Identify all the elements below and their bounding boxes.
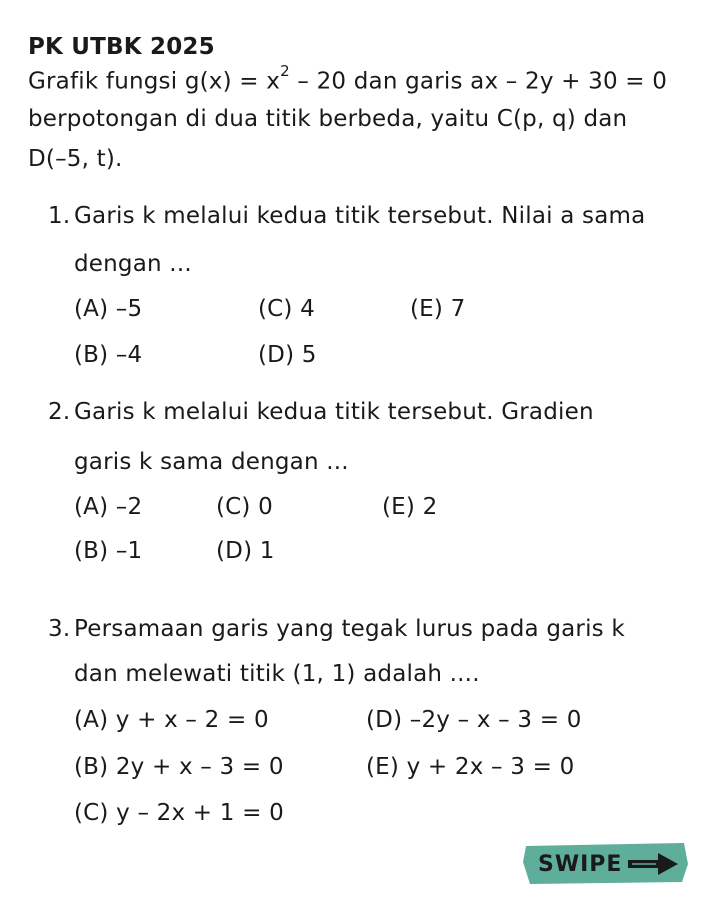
intro-line-3: D(–5, t). [28,146,123,172]
question-3-line-1: Persamaan garis yang tegak lurus pada garis k [74,616,625,642]
question-1-option-d: (D) 5 [258,342,317,368]
question-1-option-e: (E) 7 [410,296,466,322]
swipe-badge-shape [520,840,692,886]
question-3-option-d: (D) –2y – x – 3 = 0 [366,707,582,733]
intro-line-1: Grafik fungsi $g(x) = x^2 - 20$ dan garis ax – 2y + 30 = 0 [28,62,668,95]
intro-line-2: berpotongan di dua titik berbeda, yaitu C(p, q) dan [28,106,628,132]
question-3-option-e: (E) y + 2x – 3 = 0 [366,754,575,780]
question-3-number: 3. [48,616,71,642]
swipe-label: SWIPE [538,852,623,877]
question-2-option-d: (D) 1 [216,538,275,564]
question-3-option-c: (C) y – 2x + 1 = 0 [74,800,284,826]
question-1-option-a: (A) –5 [74,296,143,322]
question-2-line-1: Garis k melalui kedua titik tersebut. Gradien [74,399,594,425]
question-2-option-b: (B) –1 [74,538,143,564]
question-3-option-a: (A) y + x – 2 = 0 [74,707,269,733]
question-1-option-c: (C) 4 [258,296,315,322]
page-title: PK UTBK 2025 [28,34,215,60]
question-1-option-b: (B) –4 [74,342,143,368]
question-1-line-1: Garis k melalui kedua titik tersebut. Nilai a sama [74,203,646,229]
question-1-number: 1. [48,203,71,229]
question-2-option-e: (E) 2 [382,494,438,520]
question-3-line-2: dan melewati titik (1, 1) adalah .... [74,661,480,687]
question-1-line-2: dengan ... [74,251,192,277]
question-2-option-c: (C) 0 [216,494,273,520]
question-3-option-b: (B) 2y + x – 3 = 0 [74,754,284,780]
question-2-line-2: garis k sama dengan ... [74,449,349,475]
swipe-button[interactable] [520,840,692,886]
question-2-number: 2. [48,399,71,425]
question-2-option-a: (A) –2 [74,494,143,520]
